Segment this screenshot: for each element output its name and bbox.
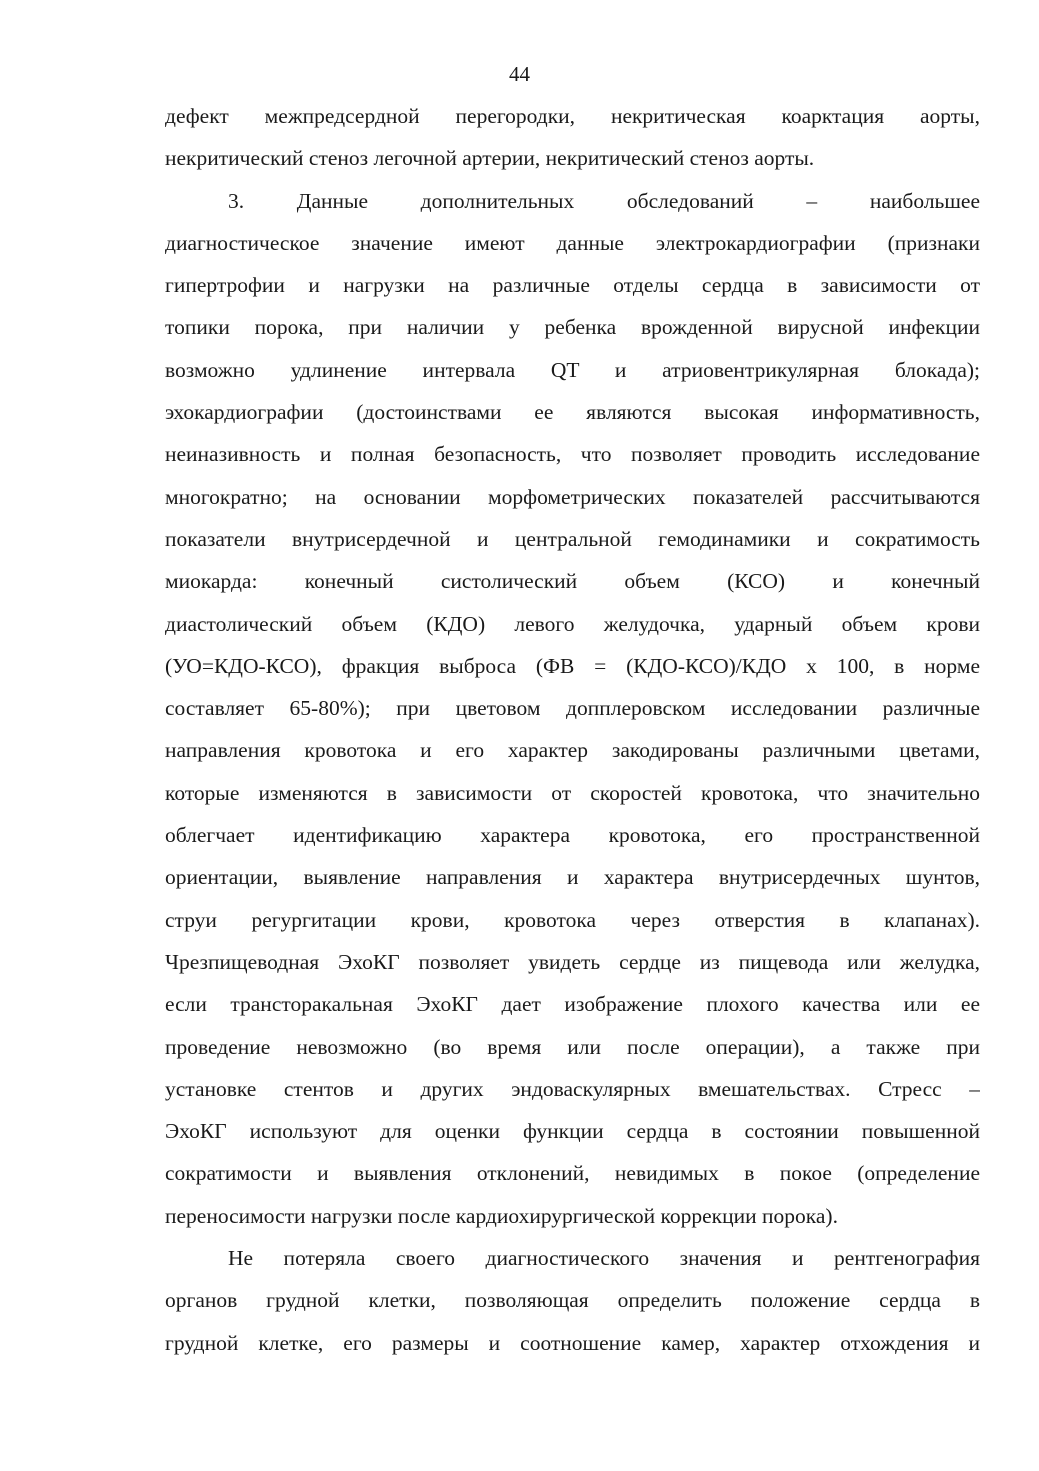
text-line: струи регургитации крови, кровотока через отверстия в клапанах). — [165, 907, 980, 932]
text-line: направления кровотока и его характер закодированы различными цветами, — [165, 738, 980, 763]
text-line: диагностическое значение имеют данные электрокардиографии (признаки — [165, 230, 980, 255]
page-number: 44 — [509, 62, 530, 86]
text-line: Не потеряла своего диагностического значения и рентгенография — [228, 1246, 980, 1271]
text-line: сократимости и выявления отклонений, невидимых в покое (определение — [165, 1161, 980, 1186]
text-line: облегчает идентификацию характера кровотока, его пространственной — [165, 823, 980, 848]
text-line: многократно; на основании морфометрических показателей рассчитываются — [165, 484, 980, 509]
text-line: миокарда: конечный систолический объем (КСО) и конечный — [165, 569, 980, 594]
body-text — [165, 95, 980, 1364]
text-line: установке стентов и других эндоваскулярных вмешательствах. Стресс – — [165, 1076, 980, 1101]
text-line: неиназивность и полная безопасность, что позволяет проводить исследование — [165, 442, 980, 467]
text-line: дефект межпредсердной перегородки, некритическая коарктация аорты, — [165, 104, 980, 128]
text-line: диастолический объем (КДО) левого желудочка, ударный объем крови — [165, 611, 980, 636]
text-line: органов грудной клетки, позволяющая определить положение сердца в — [165, 1288, 980, 1313]
text-line: эхокардиографии (достоинствами ее являются высокая информативность, — [165, 400, 980, 425]
text-line: ЭхоКГ используют для оценки функции сердца в состоянии повышенной — [165, 1119, 980, 1144]
text-line: некритический стеноз легочной артерии, некритический стеноз аорты. — [165, 146, 815, 171]
text-line: гипертрофии и нагрузки на различные отделы сердца в зависимости от — [165, 273, 980, 298]
text-line: ориентации, выявление направления и характера внутрисердечных шунтов, — [165, 865, 980, 890]
text-line: составляет 65-80%); при цветовом допплеровском исследовании различные — [165, 696, 980, 721]
text-line: если трансторакальная ЭхоКГ дает изображение плохого качества или ее — [165, 992, 980, 1017]
text-line: 3. Данные дополнительных обследований – наибольшее — [228, 188, 980, 213]
text-line: возможно удлинение интервала QT и атриовентрикулярная блокада); — [165, 357, 980, 382]
text-line: переносимости нагрузки после кардиохирургической коррекции порока). — [165, 1203, 838, 1228]
text-line: топики порока, при наличии у ребенка врожденной вирусной инфекции — [165, 315, 980, 340]
text-line: проведение невозможно (во время или после операции), а также при — [165, 1034, 980, 1059]
text-line: (УО=КДО-КСО), фракция выброса (ФВ = (КДО-КСО)/КДО х 100, в норме — [165, 653, 980, 678]
text-line: грудной клетке, его размеры и соотношение камер, характер отхождения и — [165, 1330, 980, 1355]
text-line: которые изменяются в зависимости от скоростей кровотока, что значительно — [165, 780, 980, 805]
text-line: Чрезпищеводная ЭхоКГ позволяет увидеть сердце из пищевода или желудка, — [165, 949, 980, 974]
text-line: показатели внутрисердечной и центральной гемодинамики и сократимость — [165, 526, 980, 551]
